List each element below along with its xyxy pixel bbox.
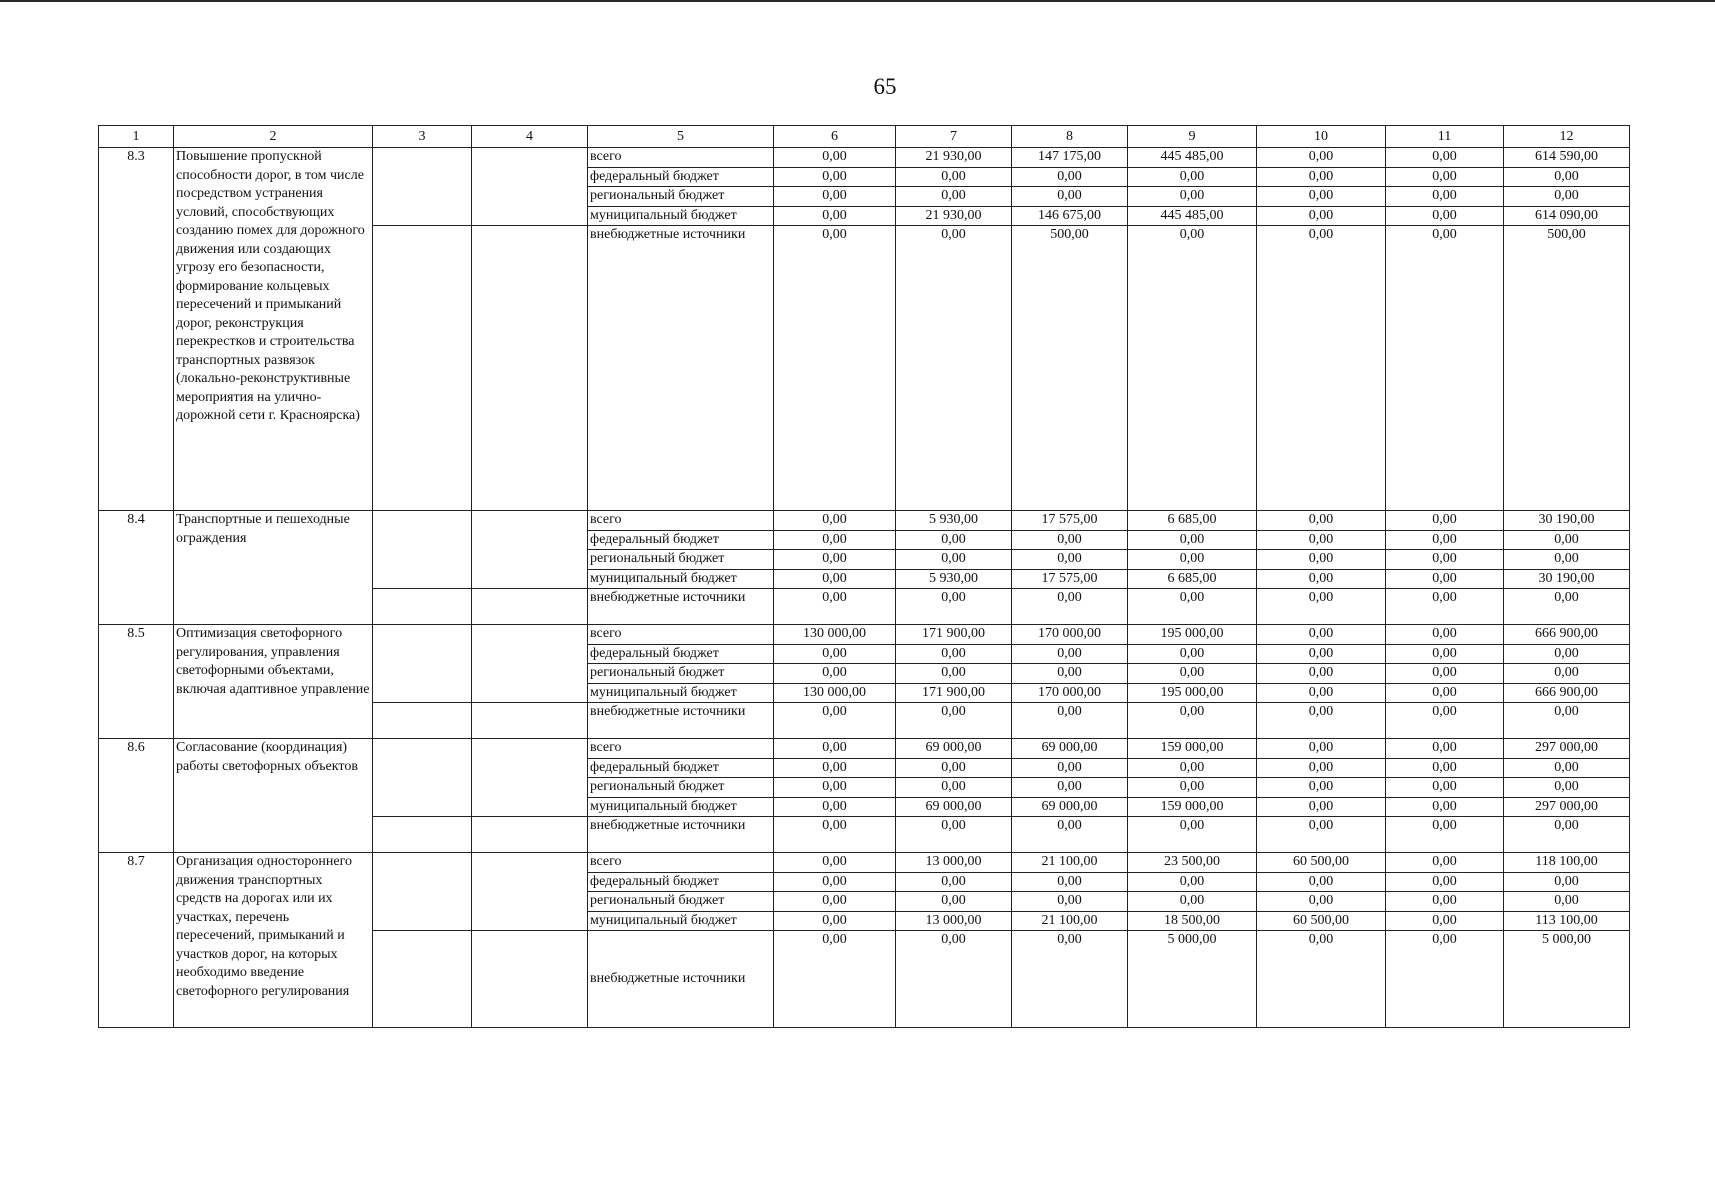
amount-cell: 0,00	[896, 892, 1012, 912]
amount-cell: 0,00	[774, 931, 896, 1028]
amount-cell: 171 900,00	[896, 683, 1012, 703]
amount-cell: 614 590,00	[1504, 148, 1630, 168]
amount-cell: 0,00	[1386, 872, 1504, 892]
amount-cell: 0,00	[1504, 817, 1630, 853]
amount-cell: 0,00	[774, 872, 896, 892]
amount-cell: 0,00	[1012, 778, 1128, 798]
amount-cell: 0,00	[1257, 511, 1386, 531]
amount-cell: 0,00	[896, 664, 1012, 684]
funding-source-label: региональный бюджет	[588, 550, 774, 570]
amount-cell: 5 930,00	[896, 569, 1012, 589]
amount-cell: 0,00	[1257, 664, 1386, 684]
amount-cell: 21 930,00	[896, 206, 1012, 226]
amount-cell: 0,00	[1386, 148, 1504, 168]
section-name: Транспортные и пешеходные ограждения	[174, 511, 373, 625]
amount-cell: 0,00	[1128, 167, 1257, 187]
amount-cell: 159 000,00	[1128, 797, 1257, 817]
amount-cell: 0,00	[1257, 530, 1386, 550]
column-header: 1	[99, 126, 174, 148]
amount-cell: 0,00	[1257, 569, 1386, 589]
amount-cell: 0,00	[1386, 206, 1504, 226]
column-header: 2	[174, 126, 373, 148]
column-header: 5	[588, 126, 774, 148]
amount-cell: 0,00	[1128, 872, 1257, 892]
column-4-cell	[472, 226, 588, 511]
scan-top-edge	[0, 0, 1715, 2]
amount-cell: 195 000,00	[1128, 683, 1257, 703]
column-header-row	[99, 126, 1630, 148]
section-number: 8.4	[99, 511, 174, 625]
amount-cell: 0,00	[774, 644, 896, 664]
amount-cell: 0,00	[1386, 931, 1504, 1028]
amount-cell: 0,00	[896, 872, 1012, 892]
amount-cell: 0,00	[1257, 148, 1386, 168]
amount-cell: 0,00	[774, 817, 896, 853]
funding-source-label: региональный бюджет	[588, 187, 774, 207]
amount-cell: 69 000,00	[896, 797, 1012, 817]
table-body	[99, 126, 1630, 1028]
amount-cell: 0,00	[1012, 644, 1128, 664]
funding-source-label: региональный бюджет	[588, 892, 774, 912]
amount-cell: 0,00	[1128, 530, 1257, 550]
amount-cell: 0,00	[774, 911, 896, 931]
page-number: 65	[873, 74, 897, 99]
section-name: Согласование (координация) работы светофорных объектов	[174, 739, 373, 853]
funding-source-label: всего	[588, 853, 774, 873]
amount-cell: 0,00	[774, 511, 896, 531]
column-3-cell	[373, 226, 472, 511]
amount-cell: 130 000,00	[774, 625, 896, 645]
amount-cell: 69 000,00	[1012, 797, 1128, 817]
funding-source-label: муниципальный бюджет	[588, 797, 774, 817]
amount-cell: 0,00	[1504, 644, 1630, 664]
amount-cell: 0,00	[1257, 739, 1386, 759]
funding-source-label: всего	[588, 511, 774, 531]
amount-cell: 0,00	[774, 530, 896, 550]
column-4-cell	[472, 148, 588, 226]
funding-source-label: региональный бюджет	[588, 778, 774, 798]
column-header: 7	[896, 126, 1012, 148]
amount-cell: 69 000,00	[896, 739, 1012, 759]
amount-cell: 17 575,00	[1012, 511, 1128, 531]
amount-cell: 614 090,00	[1504, 206, 1630, 226]
amount-cell: 0,00	[1257, 683, 1386, 703]
amount-cell: 0,00	[1257, 167, 1386, 187]
amount-cell: 0,00	[774, 758, 896, 778]
amount-cell: 0,00	[1386, 853, 1504, 873]
amount-cell: 0,00	[1386, 530, 1504, 550]
amount-cell: 0,00	[1504, 758, 1630, 778]
amount-cell: 13 000,00	[896, 911, 1012, 931]
column-3-cell	[373, 739, 472, 817]
column-3-cell	[373, 853, 472, 931]
amount-cell: 0,00	[1012, 589, 1128, 625]
amount-cell: 0,00	[896, 758, 1012, 778]
amount-cell: 0,00	[1257, 206, 1386, 226]
amount-cell: 0,00	[1257, 187, 1386, 207]
amount-cell: 0,00	[1012, 758, 1128, 778]
amount-cell: 0,00	[896, 703, 1012, 739]
amount-cell: 0,00	[1386, 625, 1504, 645]
funding-source-label: всего	[588, 739, 774, 759]
amount-cell: 0,00	[1386, 644, 1504, 664]
section-number: 8.6	[99, 739, 174, 853]
amount-cell: 0,00	[1257, 797, 1386, 817]
amount-cell: 171 900,00	[896, 625, 1012, 645]
amount-cell: 0,00	[1386, 703, 1504, 739]
funding-source-label: внебюджетные источники	[588, 817, 774, 853]
amount-cell: 0,00	[1386, 167, 1504, 187]
amount-cell: 0,00	[1128, 664, 1257, 684]
column-4-cell	[472, 739, 588, 817]
amount-cell: 0,00	[1012, 187, 1128, 207]
column-3-cell	[373, 703, 472, 739]
amount-cell: 18 500,00	[1128, 911, 1257, 931]
amount-cell: 0,00	[1386, 226, 1504, 511]
amount-cell: 69 000,00	[1012, 739, 1128, 759]
amount-cell: 5 000,00	[1504, 931, 1630, 1028]
amount-cell: 0,00	[1386, 511, 1504, 531]
amount-cell: 0,00	[896, 644, 1012, 664]
amount-cell: 0,00	[774, 703, 896, 739]
funding-source-label: внебюджетные источники	[588, 931, 774, 1028]
amount-cell: 6 685,00	[1128, 511, 1257, 531]
table-row	[99, 625, 1630, 645]
amount-cell: 445 485,00	[1128, 148, 1257, 168]
funding-source-label: региональный бюджет	[588, 664, 774, 684]
amount-cell: 0,00	[1257, 589, 1386, 625]
amount-cell: 0,00	[1386, 664, 1504, 684]
amount-cell: 666 900,00	[1504, 625, 1630, 645]
column-4-cell	[472, 931, 588, 1028]
amount-cell: 21 930,00	[896, 148, 1012, 168]
amount-cell: 0,00	[1128, 778, 1257, 798]
funding-source-label: всего	[588, 148, 774, 168]
amount-cell: 0,00	[1128, 703, 1257, 739]
amount-cell: 17 575,00	[1012, 569, 1128, 589]
amount-cell: 0,00	[1257, 226, 1386, 511]
column-header: 4	[472, 126, 588, 148]
amount-cell: 60 500,00	[1257, 853, 1386, 873]
funding-source-label: муниципальный бюджет	[588, 911, 774, 931]
column-3-cell	[373, 589, 472, 625]
amount-cell: 147 175,00	[1012, 148, 1128, 168]
section-name: Повышение пропускной способности дорог, в том числе посредством устранения условий, способствующих созданию помех для дорожного движения или создающих угрозу его безопасности, формирование кольцевых пересечений и примыканий дорог, реконструкция перекрестков и строительства транспортных развязок (локально-реконструктивные мероприятия на улично-дорожной сети г. Красноярска)	[174, 148, 373, 511]
funding-source-label: муниципальный бюджет	[588, 569, 774, 589]
amount-cell: 445 485,00	[1128, 206, 1257, 226]
amount-cell: 0,00	[1257, 758, 1386, 778]
amount-cell: 0,00	[1504, 872, 1630, 892]
column-4-cell	[472, 625, 588, 703]
amount-cell: 0,00	[774, 892, 896, 912]
amount-cell: 146 675,00	[1012, 206, 1128, 226]
amount-cell: 0,00	[1257, 892, 1386, 912]
amount-cell: 0,00	[1386, 569, 1504, 589]
amount-cell: 0,00	[1257, 550, 1386, 570]
amount-cell: 0,00	[1504, 703, 1630, 739]
amount-cell: 0,00	[1257, 703, 1386, 739]
amount-cell: 0,00	[1012, 872, 1128, 892]
funding-source-label: муниципальный бюджет	[588, 206, 774, 226]
amount-cell: 0,00	[1504, 589, 1630, 625]
amount-cell: 0,00	[896, 589, 1012, 625]
amount-cell: 297 000,00	[1504, 797, 1630, 817]
amount-cell: 0,00	[1128, 550, 1257, 570]
amount-cell: 0,00	[774, 550, 896, 570]
amount-cell: 0,00	[1012, 530, 1128, 550]
amount-cell: 0,00	[1128, 817, 1257, 853]
amount-cell: 0,00	[896, 187, 1012, 207]
amount-cell: 0,00	[896, 530, 1012, 550]
amount-cell: 159 000,00	[1128, 739, 1257, 759]
budget-table	[98, 125, 1630, 1028]
amount-cell: 0,00	[1012, 703, 1128, 739]
amount-cell: 0,00	[1128, 226, 1257, 511]
amount-cell: 30 190,00	[1504, 569, 1630, 589]
amount-cell: 0,00	[1386, 550, 1504, 570]
funding-source-label: внебюджетные источники	[588, 589, 774, 625]
amount-cell: 0,00	[774, 187, 896, 207]
amount-cell: 0,00	[896, 778, 1012, 798]
amount-cell: 23 500,00	[1128, 853, 1257, 873]
amount-cell: 0,00	[1012, 664, 1128, 684]
funding-source-label: внебюджетные источники	[588, 226, 774, 511]
amount-cell: 0,00	[1504, 892, 1630, 912]
funding-source-label: федеральный бюджет	[588, 530, 774, 550]
section-name: Оптимизация светофорного регулирования, управления светофорными объектами, включая адаптивное управление	[174, 625, 373, 739]
amount-cell: 0,00	[1504, 664, 1630, 684]
column-header: 10	[1257, 126, 1386, 148]
amount-cell: 0,00	[1128, 644, 1257, 664]
amount-cell: 0,00	[1012, 167, 1128, 187]
amount-cell: 0,00	[896, 167, 1012, 187]
amount-cell: 0,00	[774, 589, 896, 625]
column-3-cell	[373, 148, 472, 226]
amount-cell: 0,00	[1386, 589, 1504, 625]
amount-cell: 0,00	[1012, 817, 1128, 853]
amount-cell: 30 190,00	[1504, 511, 1630, 531]
amount-cell: 0,00	[774, 206, 896, 226]
amount-cell: 0,00	[1504, 550, 1630, 570]
amount-cell: 0,00	[1386, 739, 1504, 759]
amount-cell: 500,00	[1504, 226, 1630, 511]
funding-source-label: внебюджетные источники	[588, 703, 774, 739]
amount-cell: 5 000,00	[1128, 931, 1257, 1028]
amount-cell: 0,00	[774, 167, 896, 187]
funding-source-label: муниципальный бюджет	[588, 683, 774, 703]
amount-cell: 0,00	[774, 797, 896, 817]
column-4-cell	[472, 853, 588, 931]
column-3-cell	[373, 625, 472, 703]
funding-source-label: федеральный бюджет	[588, 872, 774, 892]
amount-cell: 0,00	[774, 148, 896, 168]
amount-cell: 118 100,00	[1504, 853, 1630, 873]
amount-cell: 170 000,00	[1012, 625, 1128, 645]
table-row	[99, 739, 1630, 759]
amount-cell: 0,00	[774, 778, 896, 798]
amount-cell: 0,00	[1257, 817, 1386, 853]
amount-cell: 5 930,00	[896, 511, 1012, 531]
amount-cell: 0,00	[1504, 778, 1630, 798]
amount-cell: 0,00	[1257, 872, 1386, 892]
column-header: 8	[1012, 126, 1128, 148]
amount-cell: 297 000,00	[1504, 739, 1630, 759]
column-header: 11	[1386, 126, 1504, 148]
section-name: Организация одностороннего движения транспортных средств на дорогах или их участках, перечень пересечений, примыканий и участков дорог, на которых необходимо введение светофорного регулирования	[174, 853, 373, 1028]
column-4-cell	[472, 589, 588, 625]
column-3-cell	[373, 511, 472, 589]
amount-cell: 0,00	[1128, 758, 1257, 778]
amount-cell: 0,00	[1128, 892, 1257, 912]
table-row	[99, 148, 1630, 168]
amount-cell: 0,00	[896, 931, 1012, 1028]
column-header: 9	[1128, 126, 1257, 148]
column-header: 12	[1504, 126, 1630, 148]
amount-cell: 0,00	[896, 550, 1012, 570]
amount-cell: 0,00	[774, 853, 896, 873]
amount-cell: 60 500,00	[1257, 911, 1386, 931]
amount-cell: 0,00	[896, 226, 1012, 511]
column-4-cell	[472, 703, 588, 739]
amount-cell: 21 100,00	[1012, 911, 1128, 931]
amount-cell: 0,00	[1386, 187, 1504, 207]
funding-source-label: федеральный бюджет	[588, 758, 774, 778]
amount-cell: 0,00	[1257, 625, 1386, 645]
amount-cell: 170 000,00	[1012, 683, 1128, 703]
table-row	[99, 853, 1630, 873]
section-number: 8.3	[99, 148, 174, 511]
amount-cell: 0,00	[1012, 892, 1128, 912]
funding-source-label: всего	[588, 625, 774, 645]
amount-cell: 0,00	[774, 739, 896, 759]
amount-cell: 0,00	[896, 817, 1012, 853]
amount-cell: 0,00	[1386, 778, 1504, 798]
column-4-cell	[472, 817, 588, 853]
table-row	[99, 511, 1630, 531]
amount-cell: 13 000,00	[896, 853, 1012, 873]
column-3-cell	[373, 817, 472, 853]
amount-cell: 0,00	[774, 226, 896, 511]
amount-cell: 0,00	[1257, 931, 1386, 1028]
amount-cell: 500,00	[1012, 226, 1128, 511]
amount-cell: 0,00	[1128, 187, 1257, 207]
amount-cell: 666 900,00	[1504, 683, 1630, 703]
column-3-cell	[373, 931, 472, 1028]
amount-cell: 0,00	[1386, 797, 1504, 817]
amount-cell: 0,00	[1257, 778, 1386, 798]
section-number: 8.5	[99, 625, 174, 739]
section-number: 8.7	[99, 853, 174, 1028]
amount-cell: 0,00	[1504, 187, 1630, 207]
column-4-cell	[472, 511, 588, 589]
amount-cell: 0,00	[774, 569, 896, 589]
funding-source-label: федеральный бюджет	[588, 644, 774, 664]
amount-cell: 113 100,00	[1504, 911, 1630, 931]
amount-cell: 0,00	[1012, 931, 1128, 1028]
amount-cell: 0,00	[1386, 758, 1504, 778]
amount-cell: 0,00	[1386, 892, 1504, 912]
amount-cell: 0,00	[1257, 644, 1386, 664]
amount-cell: 130 000,00	[774, 683, 896, 703]
column-header: 3	[373, 126, 472, 148]
amount-cell: 0,00	[1504, 530, 1630, 550]
amount-cell: 0,00	[1386, 683, 1504, 703]
amount-cell: 0,00	[1128, 589, 1257, 625]
amount-cell: 6 685,00	[1128, 569, 1257, 589]
amount-cell: 0,00	[1504, 167, 1630, 187]
amount-cell: 0,00	[774, 664, 896, 684]
amount-cell: 0,00	[1386, 817, 1504, 853]
funding-source-label: федеральный бюджет	[588, 167, 774, 187]
amount-cell: 21 100,00	[1012, 853, 1128, 873]
amount-cell: 195 000,00	[1128, 625, 1257, 645]
amount-cell: 0,00	[1386, 911, 1504, 931]
column-header: 6	[774, 126, 896, 148]
amount-cell: 0,00	[1012, 550, 1128, 570]
